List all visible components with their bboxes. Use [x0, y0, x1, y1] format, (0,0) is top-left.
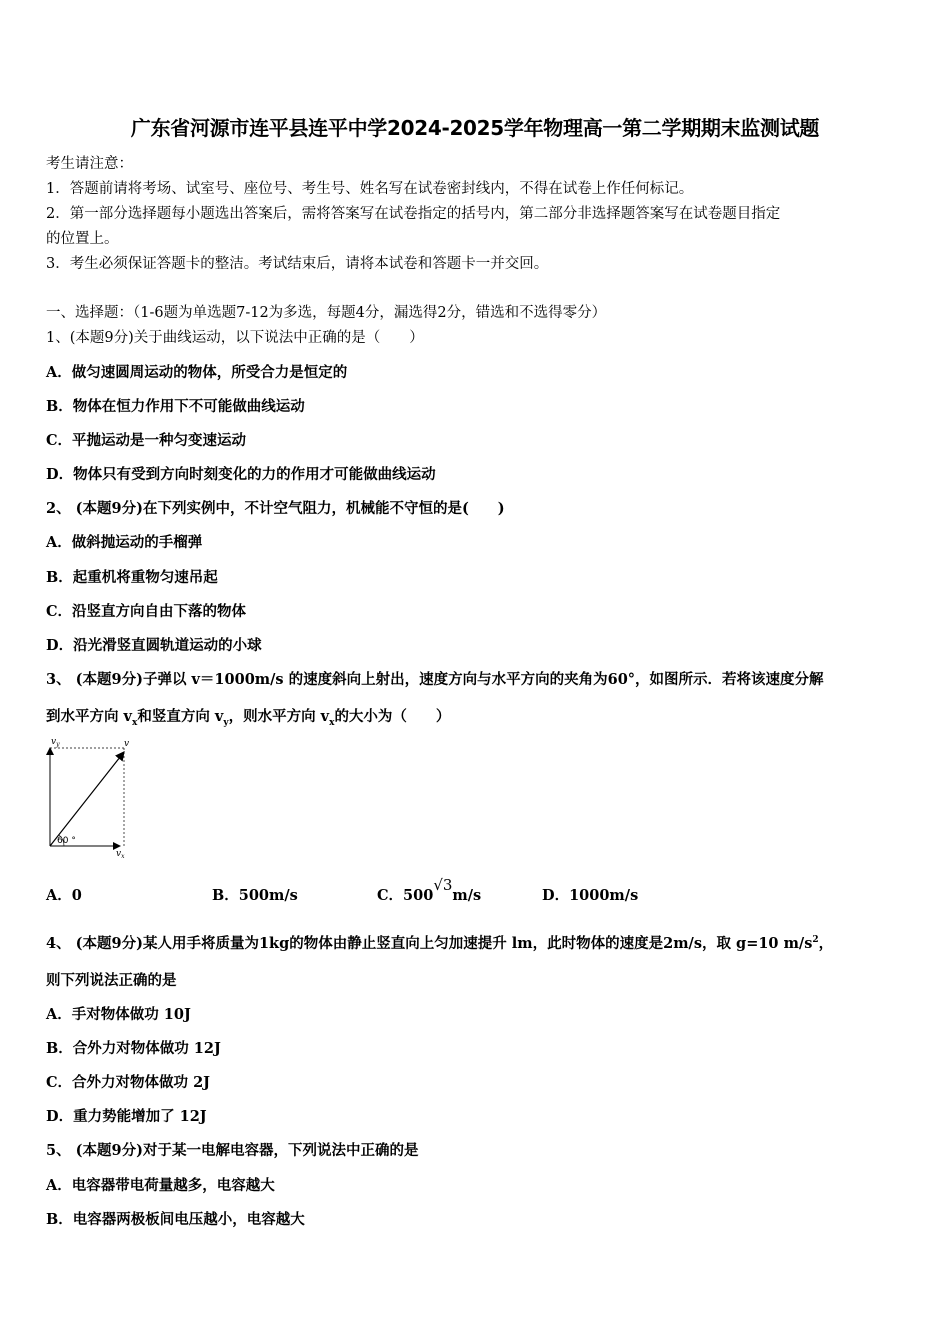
label-vx: $v_x$ [116, 849, 125, 860]
q4-option-a: A．手对物体做功 10J [46, 1006, 191, 1023]
q3-stem-line2: 到水平方向 $v_x$和竖直方向 $v_y$，则水平方向 $v_x$的大小为（ ） [46, 708, 451, 728]
q1-option-a: A．做匀速圆周运动的物体，所受合力是恒定的 [46, 364, 348, 381]
q2-option-c: C．沿竖直方向自由下落的物体 [46, 603, 247, 620]
notice-item-1: 1．答题前请将考场、试室号、座位号、考生号、姓名写在试卷密封线内，不得在试卷上作任何标记。 [46, 181, 694, 197]
q2-stem: 2、 (本题9分)在下列实例中，不计空气阻力，机械能不守恒的是( ) [46, 500, 505, 517]
q1-stem: 1、(本题9分)关于曲线运动，以下说法中正确的是（ ） [46, 330, 424, 346]
notice-item-3: 3．考生必须保证答题卡的整洁。考试结束后，请将本试卷和答题卡一并交回。 [46, 256, 549, 272]
section-heading: 一、选择题：（1-6题为单选题7-12为多选，每题4分，漏选得2分，错选和不选得零分） [46, 305, 607, 321]
q5-option-b: B．电容器两极板间电压越小，电容越大 [46, 1211, 305, 1228]
q3-stem-line1: 3、 (本题9分)子弹以 v＝1000m/s 的速度斜向上射出，速度方向与水平方向的夹角为60°，如图所示．若将该速度分解 [46, 671, 824, 688]
velocity-decomposition-figure [40, 734, 140, 864]
q1-option-b: B．物体在恒力作用下不可能做曲线运动 [46, 398, 305, 415]
sqrt3-symbol: √3 [433, 876, 453, 894]
notice-item-2-cont: 的位置上。 [46, 231, 119, 247]
q3-option-c: C．500√3m/s [377, 876, 482, 904]
q4-option-c: C．合外力对物体做功 2J [46, 1074, 211, 1091]
q1-option-d: D．物体只有受到方向时刻变化的力的作用才可能做曲线运动 [46, 466, 436, 483]
angle-label: 60 ° [57, 836, 76, 846]
q2-option-d: D．沿光滑竖直圆轨道运动的小球 [46, 637, 262, 654]
q4-option-d: D．重力势能增加了 12J [46, 1108, 207, 1125]
q4-stem-line2: 则下列说法正确的是 [46, 972, 177, 989]
notice-heading: 考生请注意： [46, 156, 133, 172]
q5-stem: 5、 (本题9分)对于某一电解电容器，下列说法中正确的是 [46, 1142, 419, 1159]
q5-option-a: A．电容器带电荷量越多，电容越大 [46, 1177, 275, 1194]
page-title: 广东省河源市连平县连平中学2024-2025学年物理高一第二学期期末监测试题 [130, 116, 820, 140]
q2-option-b: B．起重机将重物匀速吊起 [46, 569, 218, 586]
q3-option-a: A．0 [46, 887, 82, 904]
notice-item-2: 2．第一部分选择题每小题选出答案后，需将答案写在试卷指定的括号内，第二部分非选择题答案写在试卷题目指定 [46, 206, 781, 222]
q4-option-b: B．合外力对物体做功 12J [46, 1040, 221, 1057]
v-vector-arrow [50, 752, 124, 846]
label-v: v [124, 739, 130, 749]
q2-option-a: A．做斜抛运动的手榴弹 [46, 534, 203, 551]
q3-option-b: B．500m/s [212, 887, 298, 904]
q3-options [46, 876, 906, 908]
q4-stem-line1: 4、 (本题9分)某人用手将质量为1kg的物体由静止竖直向上匀加速提升 lm，此时物体的速度是2m/s，取 g=10 $m/s^2$， [46, 935, 834, 952]
q1-option-c: C．平抛运动是一种匀变速运动 [46, 432, 247, 449]
label-vy: $v_y$ [51, 737, 60, 748]
q3-option-d: D．1000m/s [542, 887, 639, 904]
